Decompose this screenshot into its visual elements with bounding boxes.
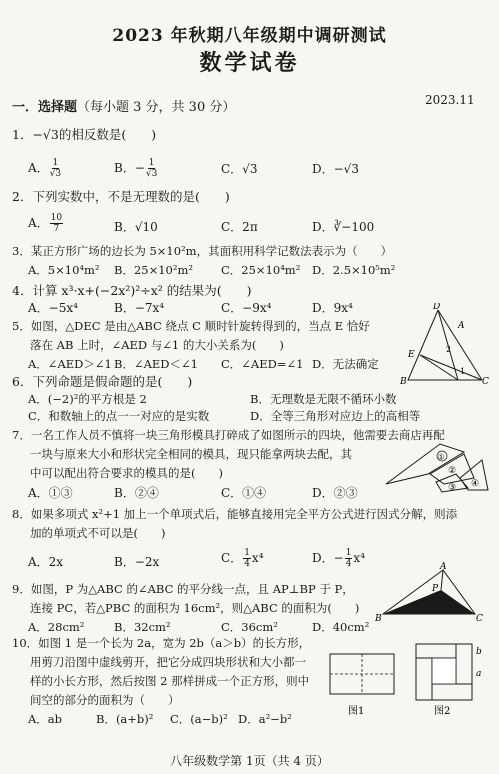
q9-option-c: C．36cm² [221, 620, 278, 634]
question-6-stem: 6．下列命题是假命题的是( ) [12, 374, 193, 389]
page-footer: 八年级数学第 1页（共 4 页） [170, 754, 329, 768]
q6-option-b: B．无理数是无限不循环小数 [250, 392, 397, 406]
q1-option-a: A． $\frac{1}{√3}$ [28, 158, 62, 179]
q5-label-angle1: 1 [460, 367, 466, 376]
q7-option-c: C．①④ [221, 486, 267, 500]
q8-option-d: D．− $\frac{1}{4}$ x⁴ [312, 548, 365, 569]
figure-1-caption: 图1 [348, 706, 365, 717]
q5-label-e: E [408, 350, 415, 360]
q7-broken-triangle-figure [378, 440, 490, 498]
q7-piece-2-label: ② [448, 466, 457, 476]
q7-piece-1-label: ① [437, 452, 445, 462]
q4-option-a: A．−5x⁴ [28, 301, 78, 315]
q10-option-d: D．a²−b² [238, 712, 292, 726]
q2-option-a: A． $\frac{10}{7}$ [28, 213, 63, 234]
q10-rectangle-figures [326, 640, 492, 732]
q10-option-a: A．ab [28, 712, 63, 726]
q7-option-d: D．②③ [312, 486, 358, 500]
question-3-stem: 3．某正方形广场的边长为 5×10²m，其面积用科学记数法表示为（ ） [12, 244, 393, 258]
q5-option-b: B．∠AED＜∠1 [114, 357, 198, 371]
q4-option-c: C．−9x⁴ [221, 301, 272, 315]
question-7-stem: 7．一名工作人员不慎将一块三角形模具打碎成了如图所示的四块，他需要去商店再配 [12, 428, 445, 442]
q6-option-a: A．(−2)²的平方根是 2 [28, 392, 147, 406]
q3-option-a: A．5×10⁴m² [28, 263, 100, 277]
q9-label-b: B [375, 614, 382, 622]
question-9-stem: 9．如图，P 为△ABC 的∠ABC 的平分线一点，且 AP⊥BP 于 P， [12, 582, 354, 596]
q8-option-c: C． $\frac{1}{4}$ x⁴ [221, 548, 264, 569]
figure-2-caption: 图2 [434, 706, 451, 717]
q7-piece-3-label: ③ [448, 483, 457, 493]
q5-option-c: C．∠AED=∠1 [221, 357, 304, 371]
q3-option-d: D．2.5×10⁵m² [312, 263, 396, 277]
q2-option-c: C．2π [221, 220, 258, 234]
q5-label-b: B [400, 377, 407, 385]
q7-piece-4-label: ④ [471, 479, 480, 489]
q9-label-p: P [432, 584, 439, 594]
q9-label-c: C [476, 614, 483, 622]
q10-option-b: B．(a+b)² [96, 712, 154, 726]
section-label: 一．选择题 [12, 100, 78, 115]
q5-rotation-figure [398, 303, 490, 385]
question-4-stem: 4．计算 x³·x+(−2x²)²÷x² 的结果为( ) [12, 283, 252, 298]
q4-option-b: B．−7x⁴ [114, 301, 165, 315]
question-8-stem-line2: 加的单项式不可以是( ) [30, 526, 166, 540]
q9-label-a: A [440, 562, 447, 572]
q8-option-a: A．2x [28, 555, 64, 569]
q9-option-b: B．32cm² [114, 620, 171, 634]
q6-option-c: C．和数轴上的点一一对应的是实数 [28, 409, 210, 423]
figure-2-side-a: a [476, 669, 482, 679]
section-note: （每小题 3 分，共 30 分） [77, 100, 236, 115]
q1-option-c: C．√3 [221, 162, 258, 176]
question-2-stem: 2．下列实数中，不是无理数的是( ) [12, 189, 230, 204]
q2-option-b: B．√10 [114, 220, 158, 234]
exam-subject: 数学试卷 [199, 50, 300, 76]
figure-2-side-b: b [476, 647, 482, 657]
question-8-stem: 8．如果多项式 x²+1 加上一个单项式后，能够直接用完全平方公式进行因式分解，则添 [12, 507, 458, 521]
q5-label-angle2: 2 [446, 345, 452, 354]
q1-option-b: B．− $\frac{1}{√3}$ [114, 158, 158, 179]
question-10-stem: 10．如图 1 是一个长为 2a，宽为 2b（a＞b）的长方形， [12, 636, 311, 650]
q9-option-d: D．40cm² [312, 620, 370, 634]
q6-option-d: D．全等三角形对应边上的高相等 [250, 409, 421, 423]
q9-option-a: A．28cm² [28, 620, 85, 634]
q3-option-c: C．25×10⁴m² [221, 263, 301, 277]
q7-option-b: B．②④ [114, 486, 159, 500]
q4-option-d: D．9x⁴ [312, 301, 353, 315]
question-10-stem-line2: 用剪刀沿图中虚线剪开，把它分成四块形状和大小都一 [30, 655, 306, 669]
q5-label-d: D [433, 303, 441, 312]
q5-option-d: D．无法确定 [312, 357, 379, 371]
q2-option-d: D．∛−100 [312, 220, 375, 234]
section-heading [12, 96, 235, 115]
question-10-stem-line4: 间空的部分的面积为（ ） [30, 693, 180, 707]
q8-option-b: B．−2x [114, 555, 160, 569]
question-10-stem-line3: 样的小长方形，然后按图 2 那样拼成一个正方形，则中 [30, 674, 310, 688]
q3-option-b: B．25×10²m² [114, 263, 193, 277]
q5-label-a: A [458, 321, 465, 331]
exam-title: 2023 年秋期八年级期中调研测试 [112, 26, 387, 46]
question-1-stem: 1．−√3的相反数是( ) [12, 127, 157, 142]
q5-label-c: C [482, 377, 489, 385]
exam-date: 2023.11 [425, 93, 475, 107]
question-9-stem-line2: 连接 PC，若△PBC 的面积为 16cm²，则△ABC 的面积为( ) [30, 601, 360, 615]
q7-option-a: A．①③ [28, 486, 73, 500]
question-5-stem: 5．如图，△DEC 是由△ABC 绕点 C 顺时针旋转得到的，当点 E 恰好 [12, 319, 370, 333]
q10-option-c: C．(a−b)² [170, 712, 228, 726]
q1-option-d: D．−√3 [312, 162, 359, 176]
q5-option-a: A．∠AED＞∠1 [28, 357, 112, 371]
q9-triangle-figure [375, 562, 487, 622]
question-7-stem-line2: 一块与原来大小和形状完全相同的模具，现只能拿两块去配，其 [30, 447, 352, 461]
question-5-stem-line2: 落在 AB 上时，∠AED 与∠1 的大小关系为( ) [30, 338, 284, 352]
question-7-stem-line3: 中可以配出符合要求的模具的是( ) [30, 466, 223, 480]
